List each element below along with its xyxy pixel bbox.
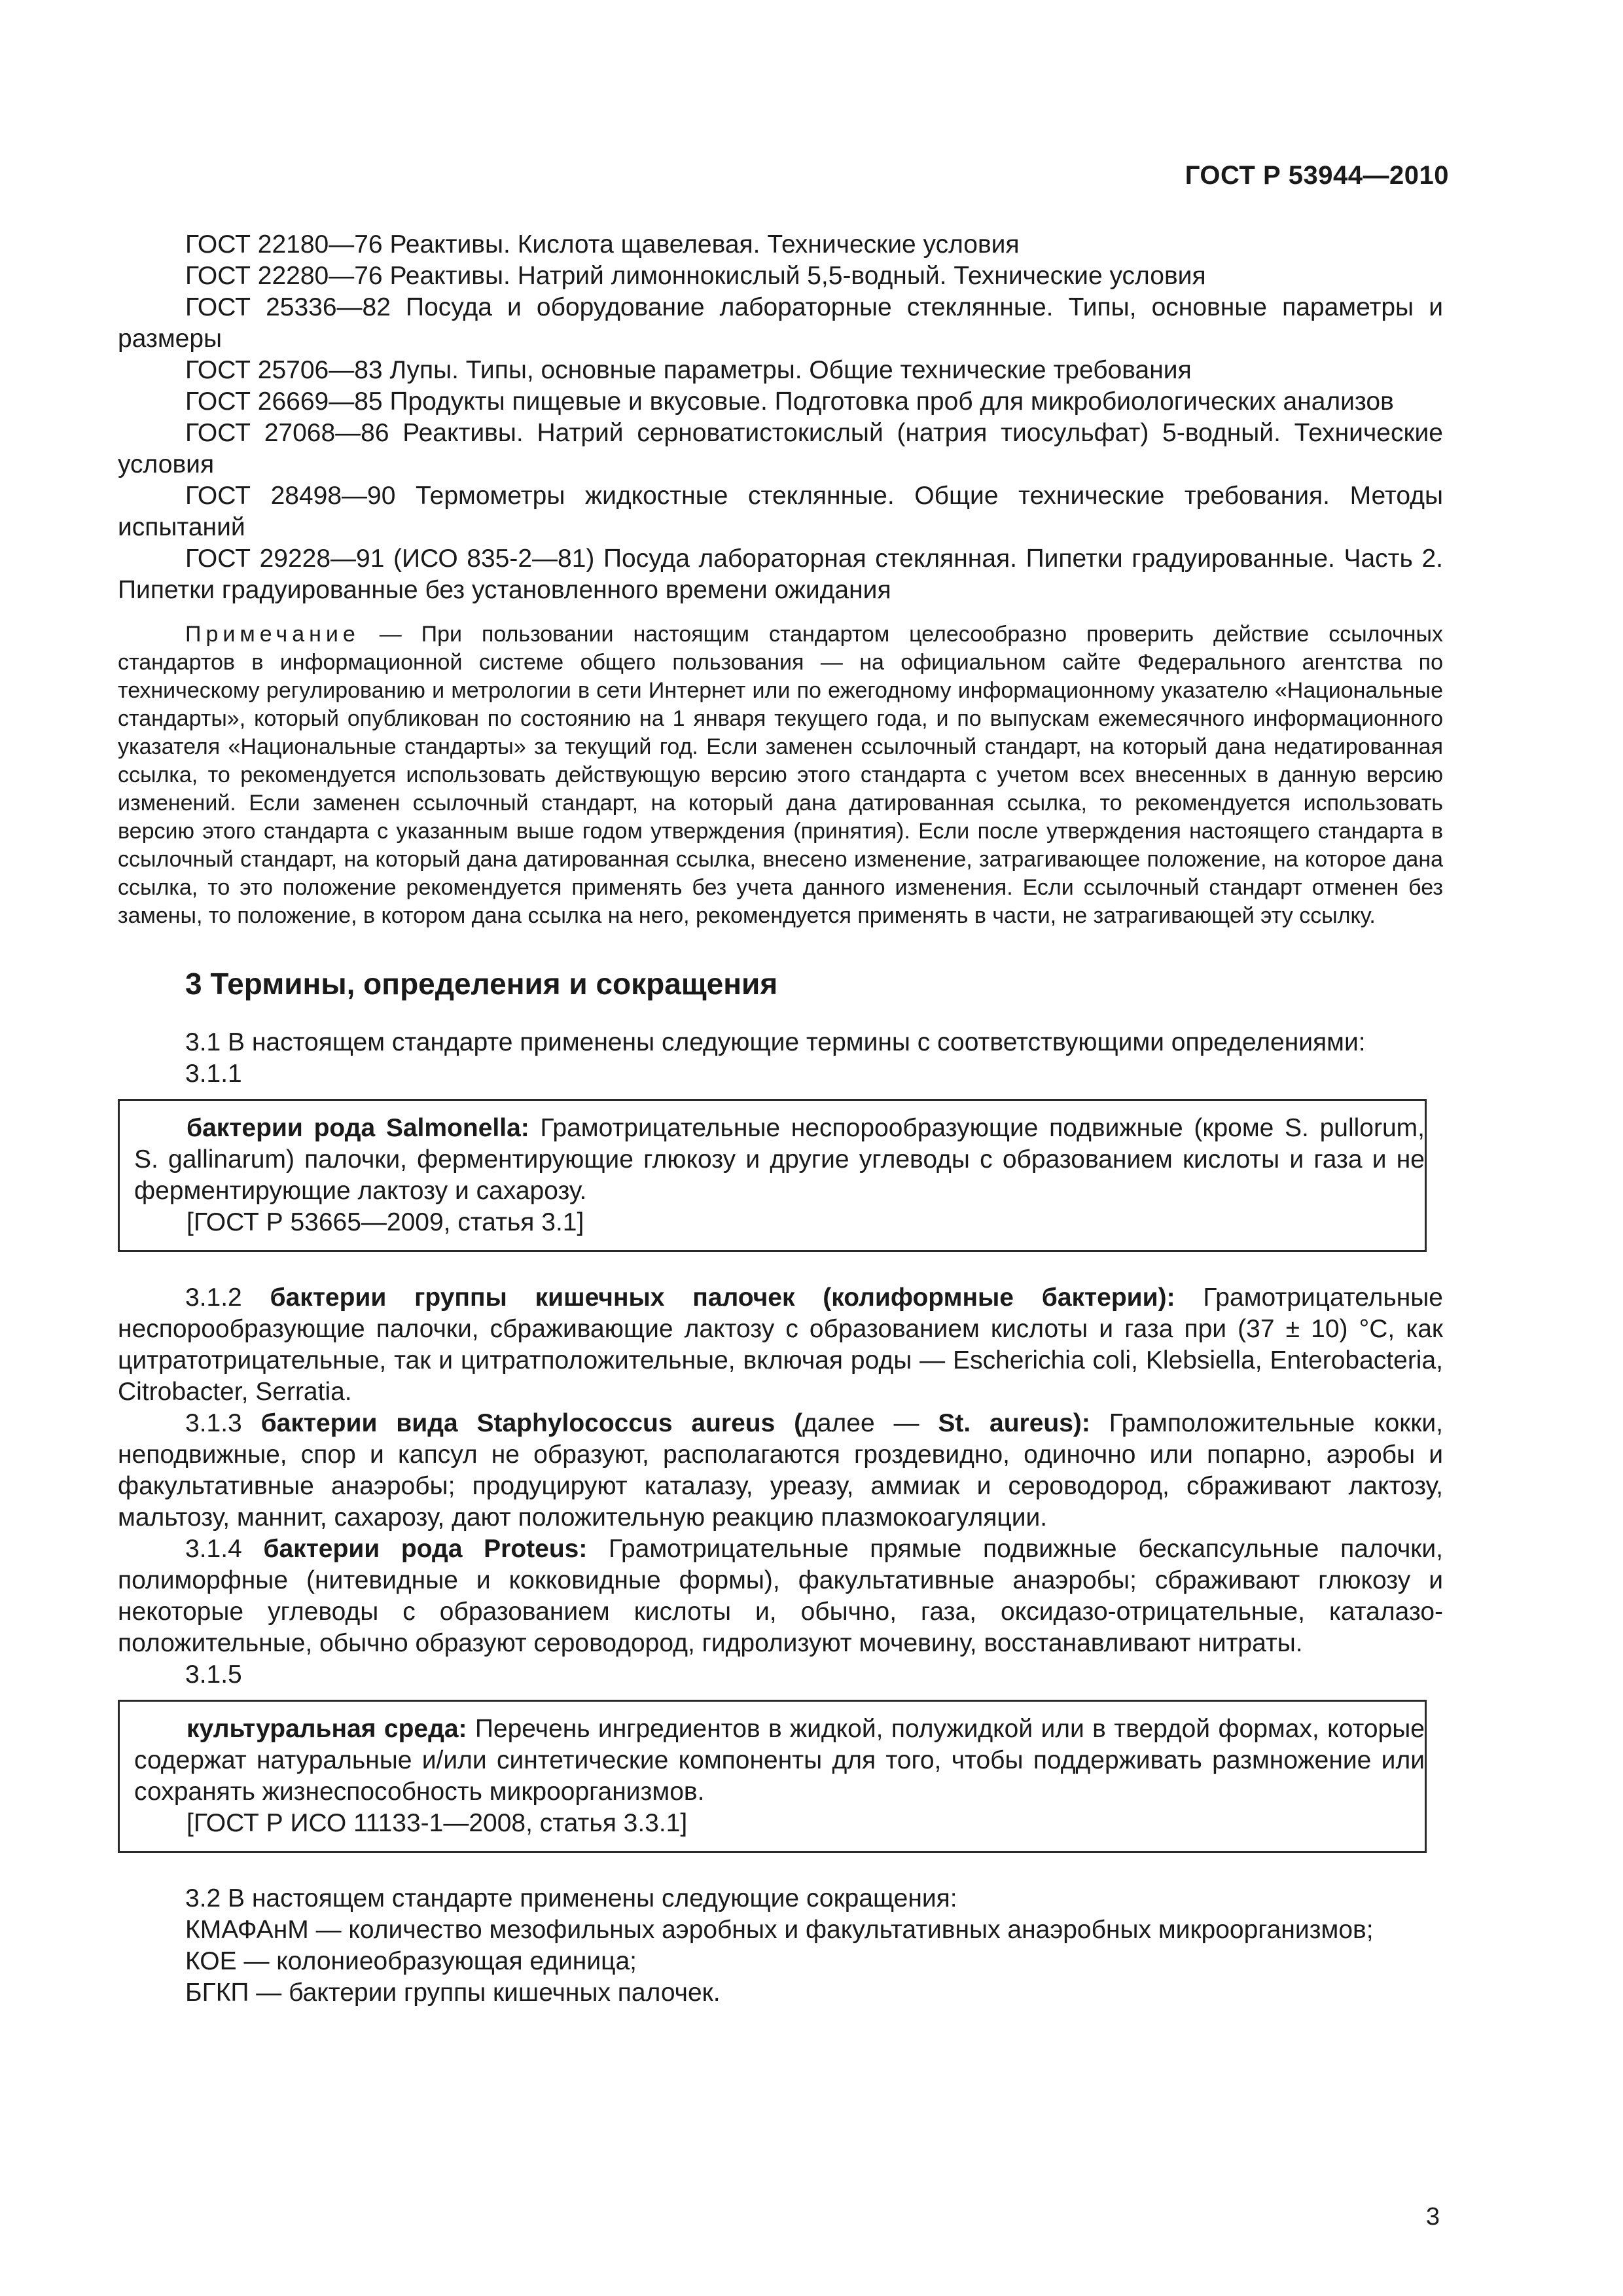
term-3-1-3-term-a: бактерии вида Staphylococcus aureus (	[260, 1409, 803, 1437]
abbreviations-intro: 3.2 В настоящем стандарте применены следующие сокращения:	[185, 1884, 957, 1912]
note-paragraph	[118, 620, 1443, 930]
term-3-1-1-term: бактерии рода Salmonella:	[187, 1114, 529, 1142]
abbreviation-item: КОЕ — колониеобразующая единица;	[185, 1947, 637, 1975]
term-3-1-1-source: [ГОСТ Р 53665—2009, статья 3.1]	[187, 1208, 584, 1236]
term-3-1-3-number: 3.1.3	[185, 1409, 261, 1437]
term-3-1-2-number: 3.1.2	[185, 1283, 270, 1312]
term-3-1-2-def: Грамотрицательные неспорообразующие палочки, сбраживающие лактозу с образованием кислоты и газа при (37 ± 10) °С, как цитратотрицательные, так и цитратположительные, включая роды — Escherichia coli, Klebsiella, Enterobacteria, Citrobacter, Serratia.	[118, 1283, 1443, 1406]
term-3-1-5-number: 3.1.5	[185, 1660, 242, 1689]
term-3-1-4	[118, 1534, 1443, 1659]
section-3-title: 3 Термины, определения и сокращения	[185, 967, 778, 1001]
term-3-1-2	[118, 1282, 1443, 1408]
note-text: — При пользовании настоящим стандартом целесообразно проверить действие ссылочных стандартов в информационной системе общего пользования — на официальном сайте Федерального агентства по техническому регулированию и метрологии в сети Интернет или по ежегодному информационному указателю «Национальные стандарты», который опубликован по состоянию на 1 января текущего года, и по выпускам ежемесячного информационного указателя «Национальные стандарты» за текущий год. Если заменен ссылочный стандарт, на который дана недатированная ссылка, то рекомендуется использовать действующую версию этого стандарта с учетом всех внесенных в данную версию изменений. Если заменен ссылочный стандарт, на который дана датированная ссылка, то рекомендуется использовать версию этого стандарта с указанным выше годом утверждения (принятия). Если после утверждения настоящего стандарта в ссылочный стандарт, на который дана датированная ссылка, внесено изменение, затрагивающее положение, на которое дана ссылка, то это положение рекомендуется применять без учета данного изменения. Если ссылочный стандарт отменен без замены, то положение, в котором дана ссылка на него, рекомендуется применять в части, не затрагивающей эту ссылку.	[118, 622, 1443, 928]
reference-item: ГОСТ 28498—90 Термометры жидкостные стеклянные. Общие технические требования. Методы испытаний	[118, 482, 1443, 541]
document-code-header: ГОСТ Р 53944—2010	[1185, 161, 1449, 190]
term-3-1-2-term: бактерии группы кишечных палочек (колиформные бактерии):	[270, 1283, 1175, 1312]
page-content	[118, 229, 1443, 2009]
normative-references-list	[118, 229, 1443, 606]
term-3-1-3	[118, 1408, 1443, 1534]
term-3-1-1-definition	[134, 1113, 1425, 1207]
term-3-1-5-definition	[134, 1713, 1425, 1808]
term-3-1-1-def: Грамотрицательные неспорообразующие подвижные (кроме S. pullorum, S. gallinarum) палочки, ферментирующие глюкозу и другие углеводы с образованием кислоты и газа и не ферментирующие лактозу и сахарозу.	[134, 1114, 1425, 1205]
reference-item: ГОСТ 25706—83 Лупы. Типы, основные параметры. Общие технические требования	[185, 356, 1192, 384]
reference-item: ГОСТ 29228—91 (ИСО 835-2—81) Посуда лабораторная стеклянная. Пипетки градуированные. Часть 2. Пипетки градуированные без установленного времени ожидания	[118, 545, 1443, 604]
reference-item: ГОСТ 26669—85 Продукты пищевые и вкусовые. Подготовка проб для микробиологических анализов	[185, 387, 1394, 416]
term-3-1-5-definition-box	[118, 1700, 1427, 1853]
term-3-1-3-mid: далее —	[802, 1409, 938, 1437]
term-3-1-3-term-b: St. aureus):	[938, 1409, 1090, 1437]
page-number: 3	[1425, 2203, 1440, 2231]
term-3-1-5-term: культуральная среда:	[187, 1715, 467, 1743]
term-3-1-1-number: 3.1.1	[185, 1060, 242, 1088]
abbreviation-item: БГКП — бактерии группы кишечных палочек.	[185, 1979, 721, 2007]
term-3-1-4-number: 3.1.4	[185, 1535, 264, 1563]
reference-item: ГОСТ 22280—76 Реактивы. Натрий лимоннокислый 5,5-водный. Технические условия	[185, 262, 1206, 290]
reference-item: ГОСТ 27068—86 Реактивы. Натрий серноватистокислый (натрия тиосульфат) 5-водный. Технические условия	[118, 419, 1443, 478]
term-3-1-5-def: Перечень ингредиентов в жидкой, полужидкой или в твердой формах, которые содержат натуральные и/или синтетические компоненты для того, чтобы поддерживать размножение или сохранять жизнеспособность микроорганизмов.	[134, 1715, 1425, 1806]
term-3-1-4-term: бактерии рода Proteus:	[263, 1535, 588, 1563]
term-3-1-4-def: Грамотрицательные прямые подвижные бескапсульные палочки, полиморфные (нитевидные и кокковидные формы), факультативные анаэробы; сбраживают глюкозу и некоторые углеводы с образованием кислоты и, обычно, газа, оксидазо-отрицательные, каталазо-положительные, обычно образуют сероводород, гидролизуют мочевину, восстанавливают нитраты.	[118, 1535, 1443, 1657]
reference-item: ГОСТ 22180—76 Реактивы. Кислота щавелевая. Технические условия	[185, 230, 1020, 259]
note-label: Примечание	[185, 622, 360, 647]
term-3-1-1-definition-box	[118, 1099, 1427, 1252]
term-3-1-3-def: Грамположительные кокки, неподвижные, спор и капсул не образуют, располагаются гроздевидно, одиночно или попарно, аэробы и факультативные анаэробы; продуцируют каталазу, уреазу, аммиак и сероводород, сбраживают лактозу, мальтозу, маннит, сахарозу, дают положительную реакцию плазмокоагуляции.	[118, 1409, 1444, 1532]
reference-item: ГОСТ 25336—82 Посуда и оборудование лабораторные стеклянные. Типы, основные параметры и размеры	[118, 293, 1443, 353]
abbreviation-item: КМАФАнМ — количество мезофильных аэробных и факультативных анаэробных микроорганизмов;	[185, 1916, 1374, 1944]
term-3-1-5-source: [ГОСТ Р ИСО 11133-1—2008, статья 3.3.1]	[187, 1809, 688, 1837]
terms-intro: 3.1 В настоящем стандарте применены следующие термины с соответствующими определениями:	[185, 1028, 1366, 1056]
